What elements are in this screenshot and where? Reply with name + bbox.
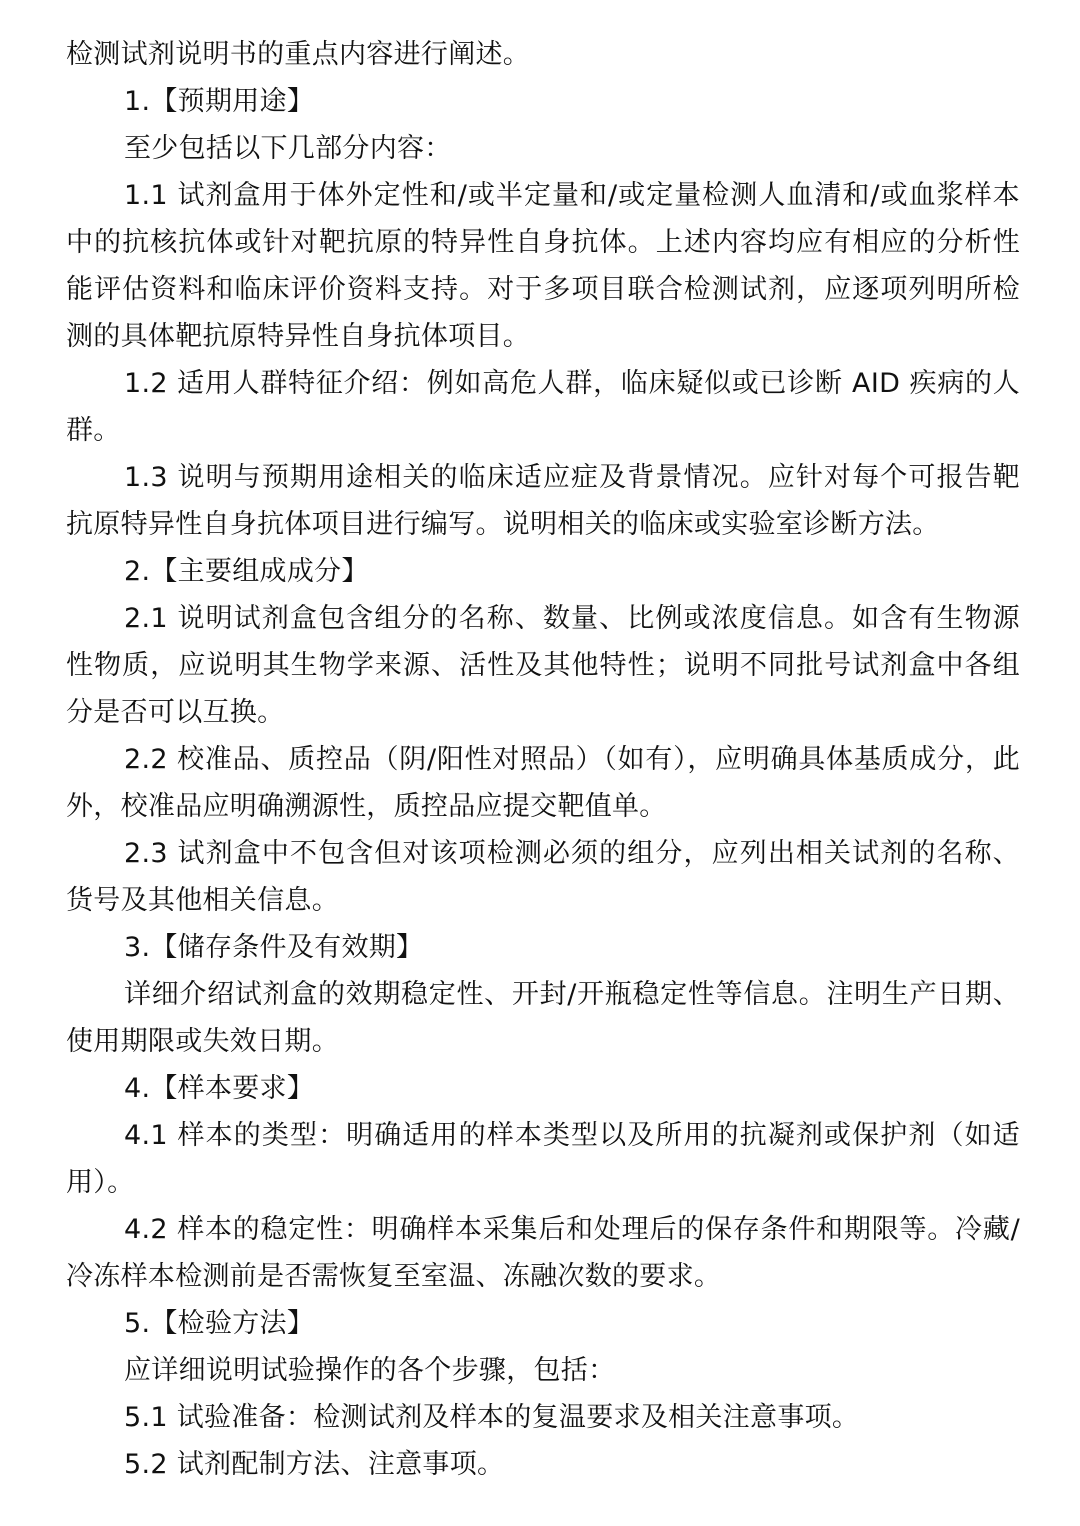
heading-sample-requirements: 4.【样本要求】 bbox=[124, 1073, 315, 1104]
paragraph-intro: 检测试剂说明书的重点内容进行阐述。 bbox=[66, 39, 531, 70]
paragraph-storage: 详细介绍试剂盒的效期稳定性、开封/开瓶稳定性等信息。注明生产日期、使用期限或失效日期。 bbox=[66, 979, 1020, 1057]
heading-intended-use: 1.【预期用途】 bbox=[124, 86, 315, 117]
paragraph-contents-note: 至少包括以下几部分内容： bbox=[124, 133, 452, 164]
paragraph-5-2: 5.2 试剂配制方法、注意事项。 bbox=[124, 1449, 505, 1480]
paragraph-1-1: 1.1 试剂盒用于体外定性和/或半定量和/或定量检测人血清和/或血浆样本中的抗核抗体或针对靶抗原的特异性自身抗体。上述内容均应有相应的分析性能评估资料和临床评价资料支持。对于多项目联合检测试剂，应逐项列明所检测的具体靶抗原特异性自身抗体项目。 bbox=[66, 180, 1020, 352]
paragraph-2-1: 2.1 说明试剂盒包含组分的名称、数量、比例或浓度信息。如含有生物源性物质，应说明其生物学来源、活性及其他特性；说明不同批号试剂盒中各组分是否可以互换。 bbox=[66, 603, 1020, 728]
heading-test-method: 5.【检验方法】 bbox=[124, 1308, 315, 1339]
paragraph-method-steps: 应详细说明试验操作的各个步骤，包括： bbox=[124, 1355, 616, 1386]
paragraph-1-2: 1.2 适用人群特征介绍：例如高危人群，临床疑似或已诊断 AID 疾病的人群。 bbox=[66, 368, 1020, 446]
paragraph-5-1: 5.1 试验准备：检测试剂及样本的复温要求及相关注意事项。 bbox=[124, 1402, 860, 1433]
paragraph-2-2: 2.2 校准品、质控品（阴/阳性对照品）（如有），应明确具体基质成分，此外，校准品应明确溯源性，质控品应提交靶值单。 bbox=[66, 744, 1020, 822]
paragraph-4-1: 4.1 样本的类型：明确适用的样本类型以及所用的抗凝剂或保护剂（如适用）。 bbox=[66, 1120, 1020, 1198]
heading-storage: 3.【储存条件及有效期】 bbox=[124, 932, 424, 963]
paragraph-2-3: 2.3 试剂盒中不包含但对该项检测必须的组分，应列出相关试剂的名称、货号及其他相关信息。 bbox=[66, 838, 1020, 916]
paragraph-4-2: 4.2 样本的稳定性：明确样本采集后和处理后的保存条件和期限等。冷藏/冷冻样本检测前是否需恢复至室温、冻融次数的要求。 bbox=[66, 1214, 1020, 1292]
heading-main-components: 2.【主要组成成分】 bbox=[124, 556, 369, 587]
paragraph-1-3: 1.3 说明与预期用途相关的临床适应症及背景情况。应针对每个可报告靶抗原特异性自身抗体项目进行编写。说明相关的临床或实验室诊断方法。 bbox=[66, 462, 1020, 540]
